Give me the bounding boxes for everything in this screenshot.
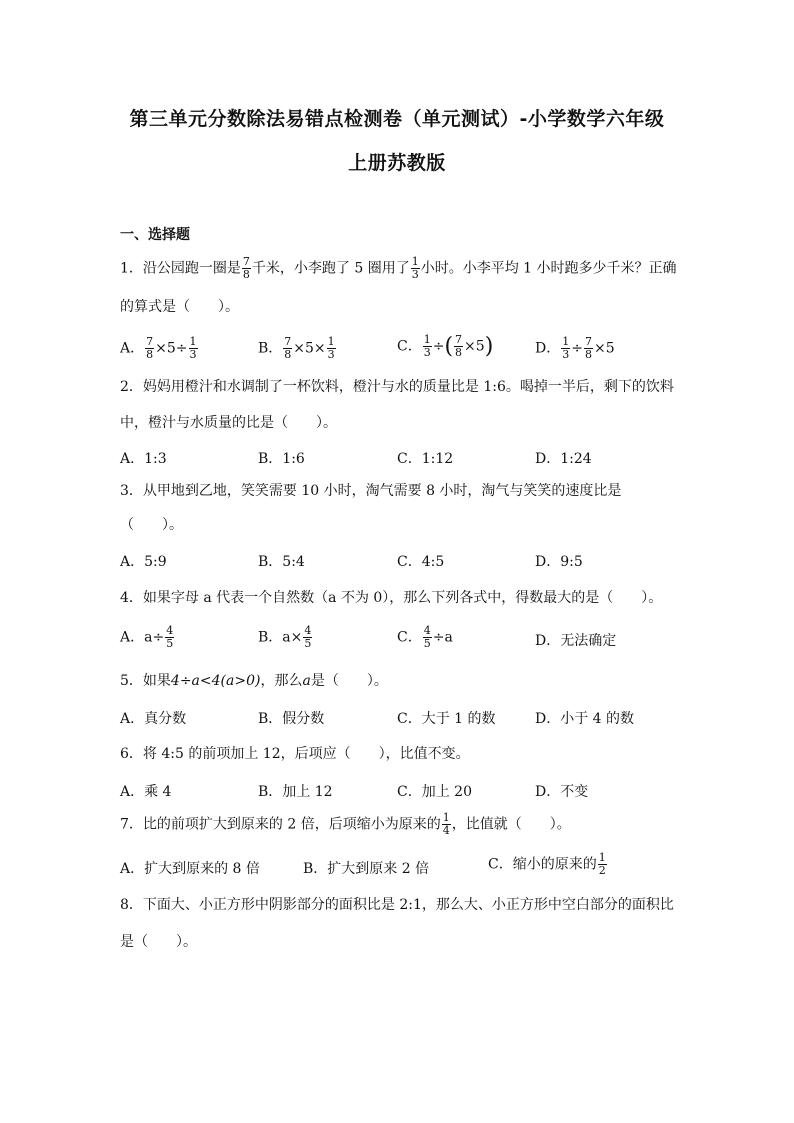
question-1-text-c: 小时。小李平均 1 小时跑多少千米？正确 (420, 260, 677, 277)
question-4-line-1: 4．如果字母 a 代表一个自然数（a 不为 0），那么下列各式中，得数最大的是（ ）。 (120, 590, 663, 606)
question-1-option-a[interactable]: A． $\frac{7}{8}$ ×5÷ $\frac{1}{3}$ (120, 335, 197, 361)
question-3-option-d[interactable]: D．9:5 (535, 554, 583, 570)
document-title-line-1: 第三单元分数除法易错点检测卷（单元测试）-小学数学六年级 (129, 108, 665, 130)
question-6-option-d[interactable]: D．不变 (535, 784, 589, 800)
question-5-option-b[interactable]: B．假分数 (258, 711, 325, 727)
question-6-option-c[interactable]: C．加上 20 (397, 784, 472, 800)
question-2-option-a[interactable]: A．1:3 (120, 451, 167, 467)
question-1-option-c[interactable]: C． $\frac{1}{3}$ ÷( $\frac{7}{8}$ ×5) (397, 333, 494, 359)
variable-a: a (302, 673, 311, 689)
question-3-line-1: 3．从甲地到乙地，笑笑需要 10 小时，淘气需要 8 小时，淘气与笑笑的速度比是 (120, 483, 622, 499)
question-5-option-d[interactable]: D．小于 4 的数 (535, 711, 635, 727)
question-4-option-b[interactable]: B．a× $\frac{4}{5}$ (258, 624, 312, 650)
question-8-line-1: 8．下面大、小正方形中阴影部分的面积比是 2:1，那么大、小正方形中空白部分的面积比 (120, 897, 674, 913)
document-title-line-2: 上册苏教版 (348, 152, 446, 174)
question-4-option-d[interactable]: D．无法确定 (535, 633, 617, 649)
question-2-line-1: 2．妈妈用橙汁和水调制了一杯饮料，橙汁与水的质量比是 1:6。喝掉一半后，剩下的饮料 (120, 379, 674, 395)
question-6-option-a[interactable]: A．乘 4 (120, 784, 172, 800)
question-8-line-2: 是（ ）。 (120, 934, 197, 950)
inequality-expression: 4÷a<4 (170, 673, 221, 689)
question-1-option-d[interactable]: D． $\frac{1}{3}$ ÷ $\frac{7}{8}$ ×5 (535, 335, 615, 361)
question-2-option-d[interactable]: D．1:24 (535, 451, 592, 467)
question-4-option-a[interactable]: A．a÷ $\frac{4}{5}$ (120, 624, 174, 650)
question-1-line-2: 的算式是（ ）。 (120, 299, 239, 315)
question-5-option-a[interactable]: A．真分数 (120, 711, 187, 727)
question-4-option-c[interactable]: C． $\frac{4}{5}$ ÷a (397, 624, 453, 650)
question-7-option-c[interactable]: C．缩小的原来的 $\frac{1}{2}$ (488, 851, 606, 877)
fraction: $\frac{1}{4}$ (442, 811, 450, 837)
question-1-text-a: 1．沿公园跑一圈是 (120, 260, 241, 277)
question-7-option-a[interactable]: A．扩大到原来的 8 倍 (120, 861, 260, 877)
question-7-option-b[interactable]: B．扩大到原来 2 倍 (303, 861, 430, 877)
fraction: $\frac{7}{8}$ (242, 255, 250, 281)
question-3-option-a[interactable]: A．5:9 (120, 554, 167, 570)
question-3-line-2: （ ）。 (120, 517, 183, 533)
fraction: $\frac{1}{3}$ (411, 255, 419, 281)
question-6-option-b[interactable]: B．加上 12 (258, 784, 333, 800)
question-3-option-c[interactable]: C．4:5 (397, 554, 445, 570)
section-heading: 一、选择题 (120, 227, 190, 243)
question-1-option-b[interactable]: B． $\frac{7}{8}$ ×5× $\frac{1}{3}$ (258, 335, 335, 361)
question-2-option-b[interactable]: B．1:6 (258, 451, 305, 467)
question-6-line-1: 6．将 4:5 的前项加上 12，后项应（ ），比值不变。 (120, 746, 470, 762)
inequality-condition: (a>0) (220, 673, 261, 689)
question-2-line-2: 中，橙汁与水质量的比是（ ）。 (120, 415, 337, 431)
question-7-line-1: 7．比的前项扩大到原来的 2 倍，后项缩小为原来的 $\frac{1}{4}$ ，比值就（ ）。 (120, 811, 571, 837)
question-2-option-c[interactable]: C．1:12 (397, 451, 454, 467)
question-1-line-1 (120, 256, 677, 281)
question-5-option-c[interactable]: C．大于 1 的数 (397, 711, 496, 727)
question-3-option-b[interactable]: B．5:4 (258, 554, 305, 570)
question-1-text-b: 千米，小李跑了 5 圈用了 (251, 260, 410, 277)
question-5-line-1: 5．如果4÷a<4(a>0)，那么a是（ ）。 (120, 673, 388, 689)
